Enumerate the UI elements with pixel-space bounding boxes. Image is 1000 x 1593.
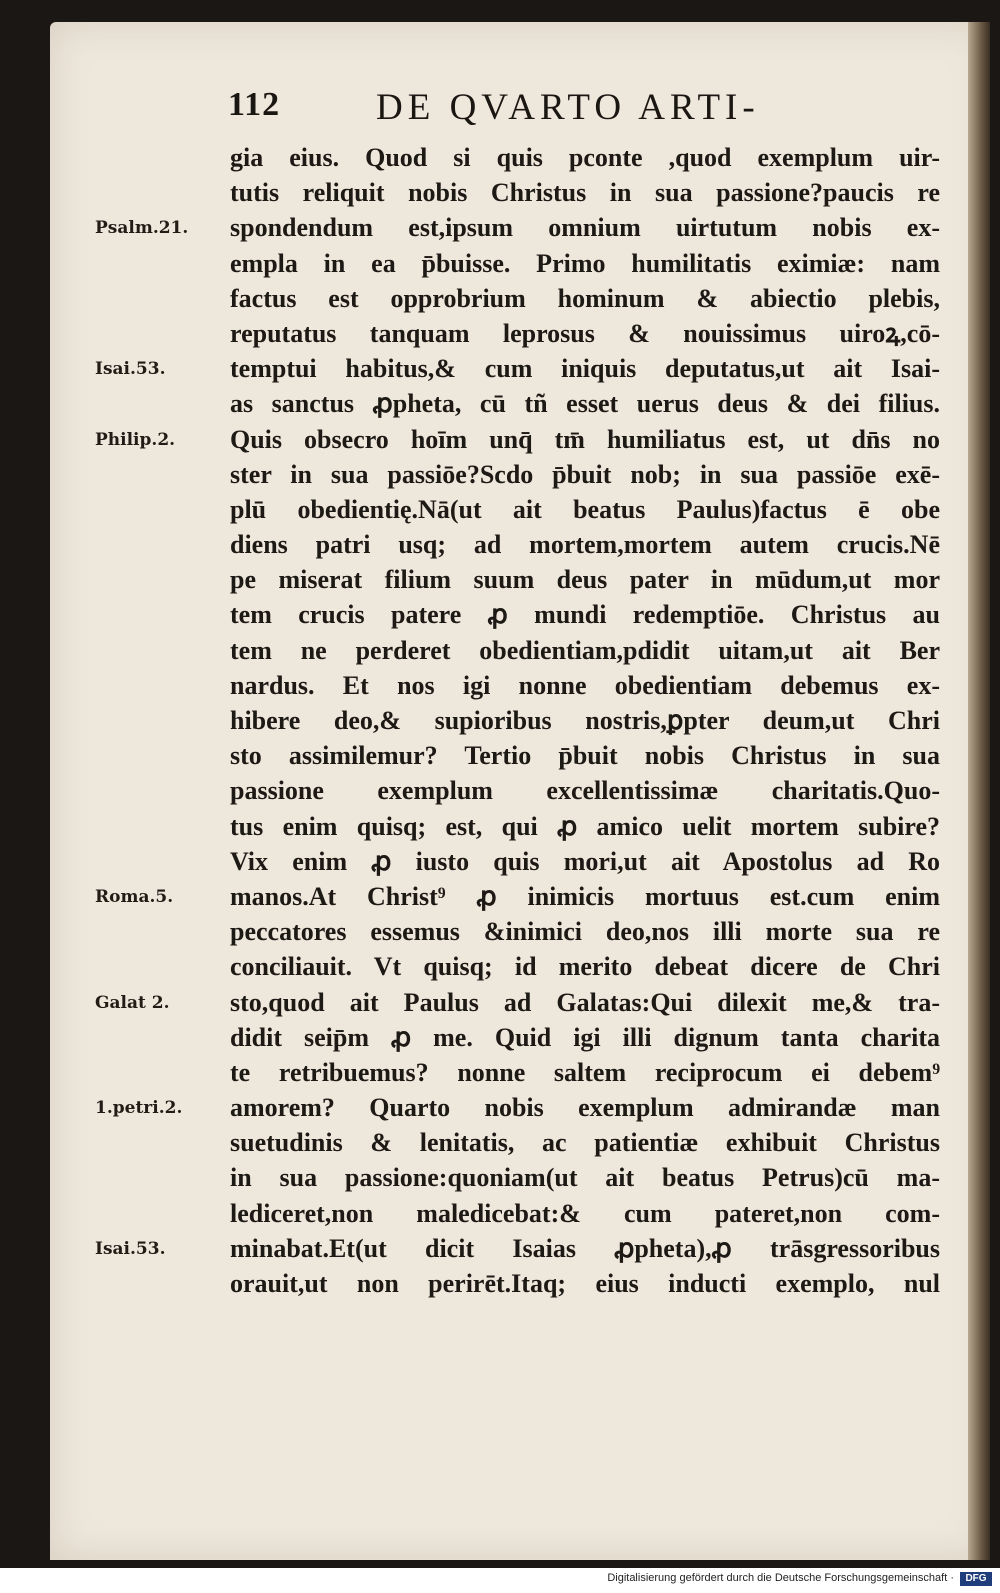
- text-line: suetudinis & lenitatis, ac patientiæ exhibuit Christus: [230, 1128, 940, 1158]
- margin-citation: Roma.5.: [95, 887, 174, 908]
- text-line: pe miserat filium suum deus pater in mūdum,ut mor: [230, 565, 940, 595]
- text-line: peccatores essemus &inimici deo,nos illi morte sua re: [230, 917, 940, 947]
- text-line: sto,quod ait Paulus ad Galatas:Qui dilexit me,& tra-: [230, 987, 940, 1017]
- text-line: gia eius. Quod si quis pconte ,quod exemplum uir-: [230, 143, 940, 172]
- text-line: minabat.Et(ut dicit Isaias ꝓpheta),ꝓ trāsgressoribus: [230, 1233, 940, 1263]
- text-line: conciliauit. Vt quisq; id merito debeat dicere de Chri: [230, 952, 940, 982]
- text-line: Quis obsecro hoīm unq̄ tm̄ humiliatus est, ut dn̄s no: [230, 424, 940, 454]
- text-line: sto assimilemur? Tertio p̄buit nobis Christus in sua: [230, 741, 940, 771]
- folio-number: 112: [228, 86, 281, 123]
- text-line: te retribuemus? nonne saltem reciprocum ei debem⁹: [230, 1057, 940, 1087]
- text-line: tem crucis patere ꝓ mundi redemptiōe. Christus au: [230, 600, 940, 630]
- margin-citation: Psalm.21.: [95, 218, 189, 239]
- dfg-logo-icon: DFG: [960, 1572, 992, 1586]
- text-line: temptui habitus,& cum iniquis deputatus,ut ait Isai-: [230, 354, 940, 384]
- margin-citation: Philip.2.: [95, 429, 176, 450]
- text-line: didit seip̄m ꝓ me. Quid igi illi dignum tanta charita: [230, 1022, 940, 1052]
- text-line: diens patri usq; ad mortem,mortem autem crucis.Nē: [230, 530, 940, 560]
- margin-citation: Isai.53.: [95, 359, 166, 380]
- text-line: empla in ea p̄buisse. Primo humilitatis eximiæ: nam: [230, 248, 940, 278]
- text-line: manos.At Christ⁹ ꝓ inimicis mortuus est.cum enim: [230, 881, 940, 911]
- margin-citation: Galat 2.: [95, 992, 170, 1013]
- page-gutter-shadow: [968, 22, 990, 1560]
- text-line: amorem? Quarto nobis exemplum admirandæ man: [230, 1093, 940, 1123]
- text-line: ster in sua passiōe?Scdo p̄buit nob; in sua passiōe exē-: [230, 459, 940, 489]
- text-line: in sua passione:quoniam(ut ait beatus Petrus)cū ma-: [230, 1163, 940, 1193]
- funding-credit: Digitalisierung gefördert durch die Deutsche Forschungsgemeinschaft ·: [607, 1572, 954, 1584]
- margin-citation: Isai.53.: [95, 1239, 166, 1260]
- body-text: [230, 140, 940, 1301]
- text-line: hibere deo,& supioribus nostris,ꝑpter deum,ut Chri: [230, 706, 940, 735]
- margin-citation: 1.petri.2.: [95, 1098, 183, 1119]
- text-line: plū obedientię.Nā(ut ait beatus Paulus)factus ē obe: [230, 494, 940, 524]
- running-head: DE QVARTO ARTI-: [376, 87, 760, 128]
- text-line: passione exemplum excellentissimæ charitatis.Quo-: [230, 776, 940, 806]
- text-line: as sanctus ꝓpheta, cū tñ esset uerus deus & dei filius.: [230, 389, 940, 419]
- text-line: tem ne perderet obedientiam,pdidit uitam,ut ait Ber: [230, 635, 940, 665]
- footer-bar: [0, 1568, 1000, 1593]
- text-line: lediceret,non maledicebat:& cum pateret,non com-: [230, 1198, 940, 1228]
- text-line: nardus. Et nos igi nonne obedientiam debemus ex-: [230, 670, 940, 700]
- text-line: reputatus tanquam leprosus & nouissimus uiroꝝ,cō-: [230, 318, 940, 348]
- text-line: tutis reliquit nobis Christus in sua passione?paucis re: [230, 178, 940, 208]
- text-line: tus enim quisq; est, qui ꝓ amico uelit mortem subire?: [230, 811, 940, 841]
- text-line: Vix enim ꝓ iusto quis mori,ut ait Apostolus ad Ro: [230, 846, 940, 876]
- text-line: factus est opprobrium hominum & abiectio plebis,: [230, 283, 940, 313]
- text-line: spondendum est,ipsum omnium uirtutum nobis ex-: [230, 213, 940, 243]
- text-line: orauit,ut non perirēt.Itaq; eius inducti exemplo, nul: [230, 1269, 940, 1298]
- page-header: [228, 86, 848, 136]
